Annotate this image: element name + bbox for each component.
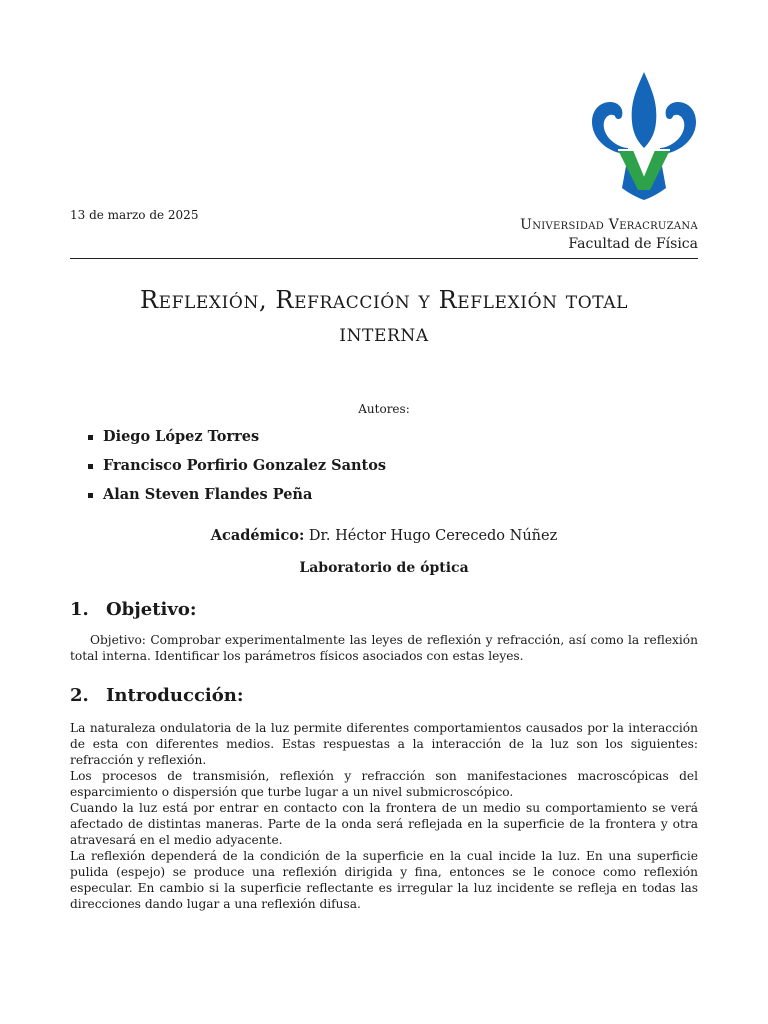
academic-line (70, 527, 698, 544)
lab-name: Laboratorio de óptica (299, 560, 469, 576)
title-line-2: interna (339, 319, 429, 347)
author-item: Francisco Porfirio Gonzalez Santos (88, 455, 386, 484)
authors-list (88, 426, 386, 513)
institution-block (520, 216, 698, 254)
faculty-name: Facultad de Física (568, 236, 698, 252)
author-item: Alan Steven Flandes Peña (88, 484, 386, 513)
section-number: 1. (70, 599, 89, 620)
header-divider (70, 258, 698, 259)
university-logo-icon (588, 70, 700, 202)
section-body-introduccion (70, 720, 698, 912)
paragraph: La naturaleza ondulatoria de la luz permite diferentes comportamientos causados por la interacción de esta con diferentes medios. Estas respuestas a la interacción de la luz son los siguientes: refracción y reflexión. (70, 721, 698, 767)
section-body-objetivo (70, 632, 698, 664)
title-line-1: Reflexión, Refracción y Reflexión total (139, 286, 629, 314)
section-title: Objetivo: (106, 599, 197, 620)
university-name: Universidad Veracruzana (520, 217, 698, 233)
section-title: Introducción: (106, 685, 244, 706)
document-title (70, 284, 698, 350)
section-number: 2. (70, 685, 89, 706)
author-item: Diego López Torres (88, 426, 386, 455)
document-date: 13 de marzo de 2025 (70, 208, 199, 222)
academic-label: Académico: (210, 527, 305, 544)
paragraph: Los procesos de transmisión, reflexión y refracción son manifestaciones macroscópicas del esparcimiento o dispersión que turbe lugar a un nivel submicroscópico. (70, 769, 698, 799)
section-heading-introduccion (70, 685, 243, 706)
paragraph: La reflexión dependerá de la condición de la superficie en la cual incide la luz. En una superficie pulida (espejo) se produce una reflexión dirigida y fina, entonces se le conoce como reflexión especular. En cambio si la superficie reflectante es irregular la luz incidente se refleja en todas las direcciones dando lugar a una reflexión difusa. (70, 849, 698, 911)
authors-label: Autores: (358, 402, 410, 416)
academic-name: Dr. Héctor Hugo Cerecedo Núñez (308, 528, 558, 544)
paragraph: Objetivo: Comprobar experimentalmente las leyes de reflexión y refracción, así como la reflexión total interna. Identificar los parámetros físicos asociados con estas leyes. (70, 633, 698, 663)
paragraph: Cuando la luz está por entrar en contacto con la frontera de un medio su comportamiento se verá afectado de distintas maneras. Parte de la onda será reflejada en la superficie de la frontera y otra atravesará en el medio adyacente. (70, 801, 698, 847)
section-heading-objetivo (70, 599, 197, 620)
